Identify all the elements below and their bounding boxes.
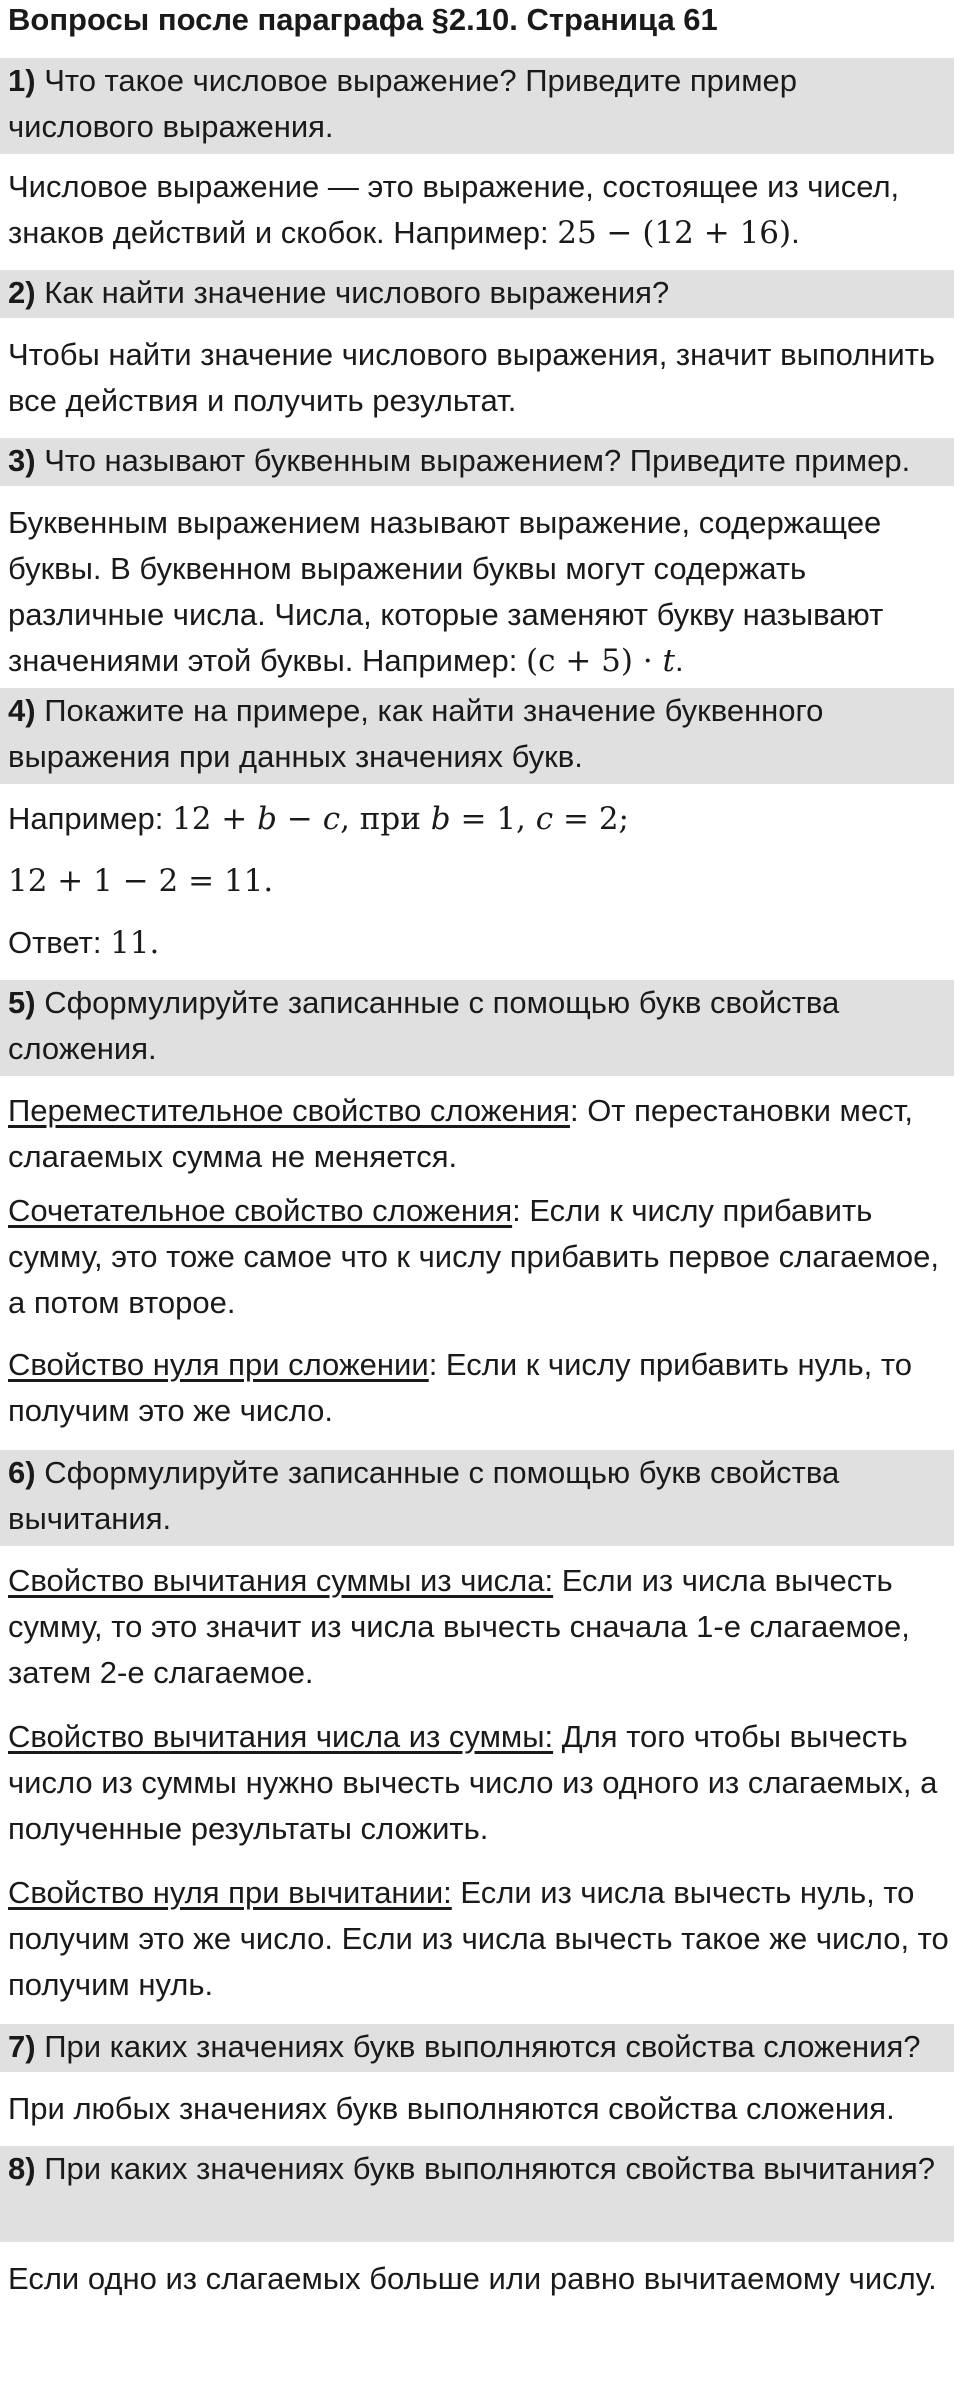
math-variable: t: [662, 643, 676, 679]
question-6: [0, 1450, 954, 1546]
math-variable: c: [322, 801, 341, 837]
question-3: [0, 438, 954, 486]
math-variable: b: [430, 801, 451, 837]
question-number: 1): [8, 63, 36, 98]
example-line: [0, 796, 960, 844]
question-number: 3): [8, 443, 36, 478]
answer-end: .: [791, 215, 800, 250]
answer-text: Буквенным выражением называют выражение, содержащее буквы. В буквенном выражении буквы могут содержать различные числа. Числа, которые заменяют букву называют значениями этой буквы. Например:: [8, 505, 884, 678]
question-number: 7): [8, 2029, 36, 2064]
property-text: : От перестановки мест, слагаемых сумма не меняется.: [8, 1093, 913, 1174]
math-expression: [526, 643, 675, 679]
property-title: Свойство вычитания суммы из числа:: [8, 1563, 554, 1598]
property-title: Свойство нуля при сложении: [8, 1347, 429, 1382]
property-commutative: [0, 1088, 960, 1184]
math-variable: c: [535, 801, 554, 837]
property-text: : Если к числу прибавить сумму, это тоже самое что к числу прибавить первое слагаемое, а потом второе.: [8, 1193, 939, 1320]
answer-1: [0, 164, 960, 264]
question-number: 5): [8, 985, 36, 1020]
answer-7: При любых значениях букв выполняются свойства сложения.: [8, 2091, 895, 2126]
property-text: : Если к числу прибавить нуль, то получим это же число.: [8, 1347, 912, 1428]
property-title: Свойство нуля при вычитании:: [8, 1875, 452, 1910]
property-zero-subtraction: [0, 1870, 960, 2012]
property-number-from-sum: [0, 1714, 960, 1856]
math-part: = 2;: [553, 801, 630, 837]
question-4: [0, 688, 954, 784]
property-sum-from-number: [0, 1558, 960, 1700]
answer-end: .: [675, 643, 684, 678]
property-text: Если из числа вычесть нуль, то получим это же число. Если из числа вычесть такое же число, то получим нуль.: [8, 1875, 949, 2002]
question-number: 6): [8, 1455, 36, 1490]
page-title: Вопросы после параграфа §2.10. Страница 61: [8, 2, 718, 37]
question-text: Сформулируйте записанные с помощью букв свойства вычитания.: [8, 1455, 840, 1536]
question-number: 8): [8, 2151, 36, 2186]
question-text: При каких значениях букв выполняются свойства вычитания?: [35, 2151, 935, 2186]
answer-2: Чтобы найти значение числового выражения, значит выполнить все действия и получить результат.: [8, 337, 936, 418]
property-text: Для того чтобы вычесть число из суммы нужно вычесть число из одного из слагаемых, а полученные результаты сложить.: [8, 1719, 938, 1846]
property-text: Если из числа вычесть сумму, то это значит из числа вычесть сначала 1-е слагаемое, затем 2-е слагаемое.: [8, 1563, 910, 1690]
question-8: [0, 2146, 954, 2242]
question-number: 2): [8, 275, 36, 310]
answer-label: Ответ:: [8, 925, 111, 960]
calculation-line: 12 + 1 − 2 = 11.: [8, 863, 274, 899]
property-title: Сочетательное свойство сложения: [8, 1193, 513, 1228]
math-expression: [172, 801, 629, 837]
question-text: Сформулируйте записанные с помощью букв свойства сложения.: [8, 985, 840, 1066]
math-variable: b: [257, 801, 277, 837]
math-part: −: [277, 801, 323, 837]
answer-4: [0, 920, 960, 968]
question-7: [0, 2024, 954, 2072]
math-part: 12 +: [172, 801, 258, 837]
question-number: 4): [8, 693, 36, 728]
math-part: (c + 5) ·: [526, 643, 663, 679]
math-part: , при: [340, 801, 431, 837]
property-associative: [0, 1188, 960, 1330]
answer-8: Если одно из слагаемых больше или равно вычитаемому числу.: [8, 2261, 937, 2296]
question-5: [0, 980, 954, 1076]
question-text: Что такое числовое выражение? Приведите пример числового выражения.: [8, 63, 798, 144]
property-zero-addition: [0, 1342, 960, 1438]
question-text: Что называют буквенным выражением? Приведите пример.: [35, 443, 911, 478]
math-expression: 25 − (12 + 16): [557, 215, 792, 251]
question-text: Покажите на примере, как найти значение буквенного выражения при данных значениях букв.: [8, 693, 824, 774]
property-title: Свойство вычитания числа из суммы:: [8, 1719, 554, 1754]
answer-text: Числовое выражение — это выражение, состоящее из чисел, знаков действий и скобок. Например:: [8, 169, 900, 250]
example-prefix: Например:: [8, 801, 172, 836]
answer-value: 11.: [110, 925, 160, 961]
question-2: [0, 270, 954, 318]
math-part: = 1,: [450, 801, 536, 837]
property-title: Переместительное свойство сложения: [8, 1093, 570, 1128]
question-text: При каких значениях букв выполняются свойства сложения?: [35, 2029, 921, 2064]
answer-3: [0, 500, 960, 684]
question-1: [0, 58, 954, 154]
question-text: Как найти значение числового выражения?: [35, 275, 670, 310]
